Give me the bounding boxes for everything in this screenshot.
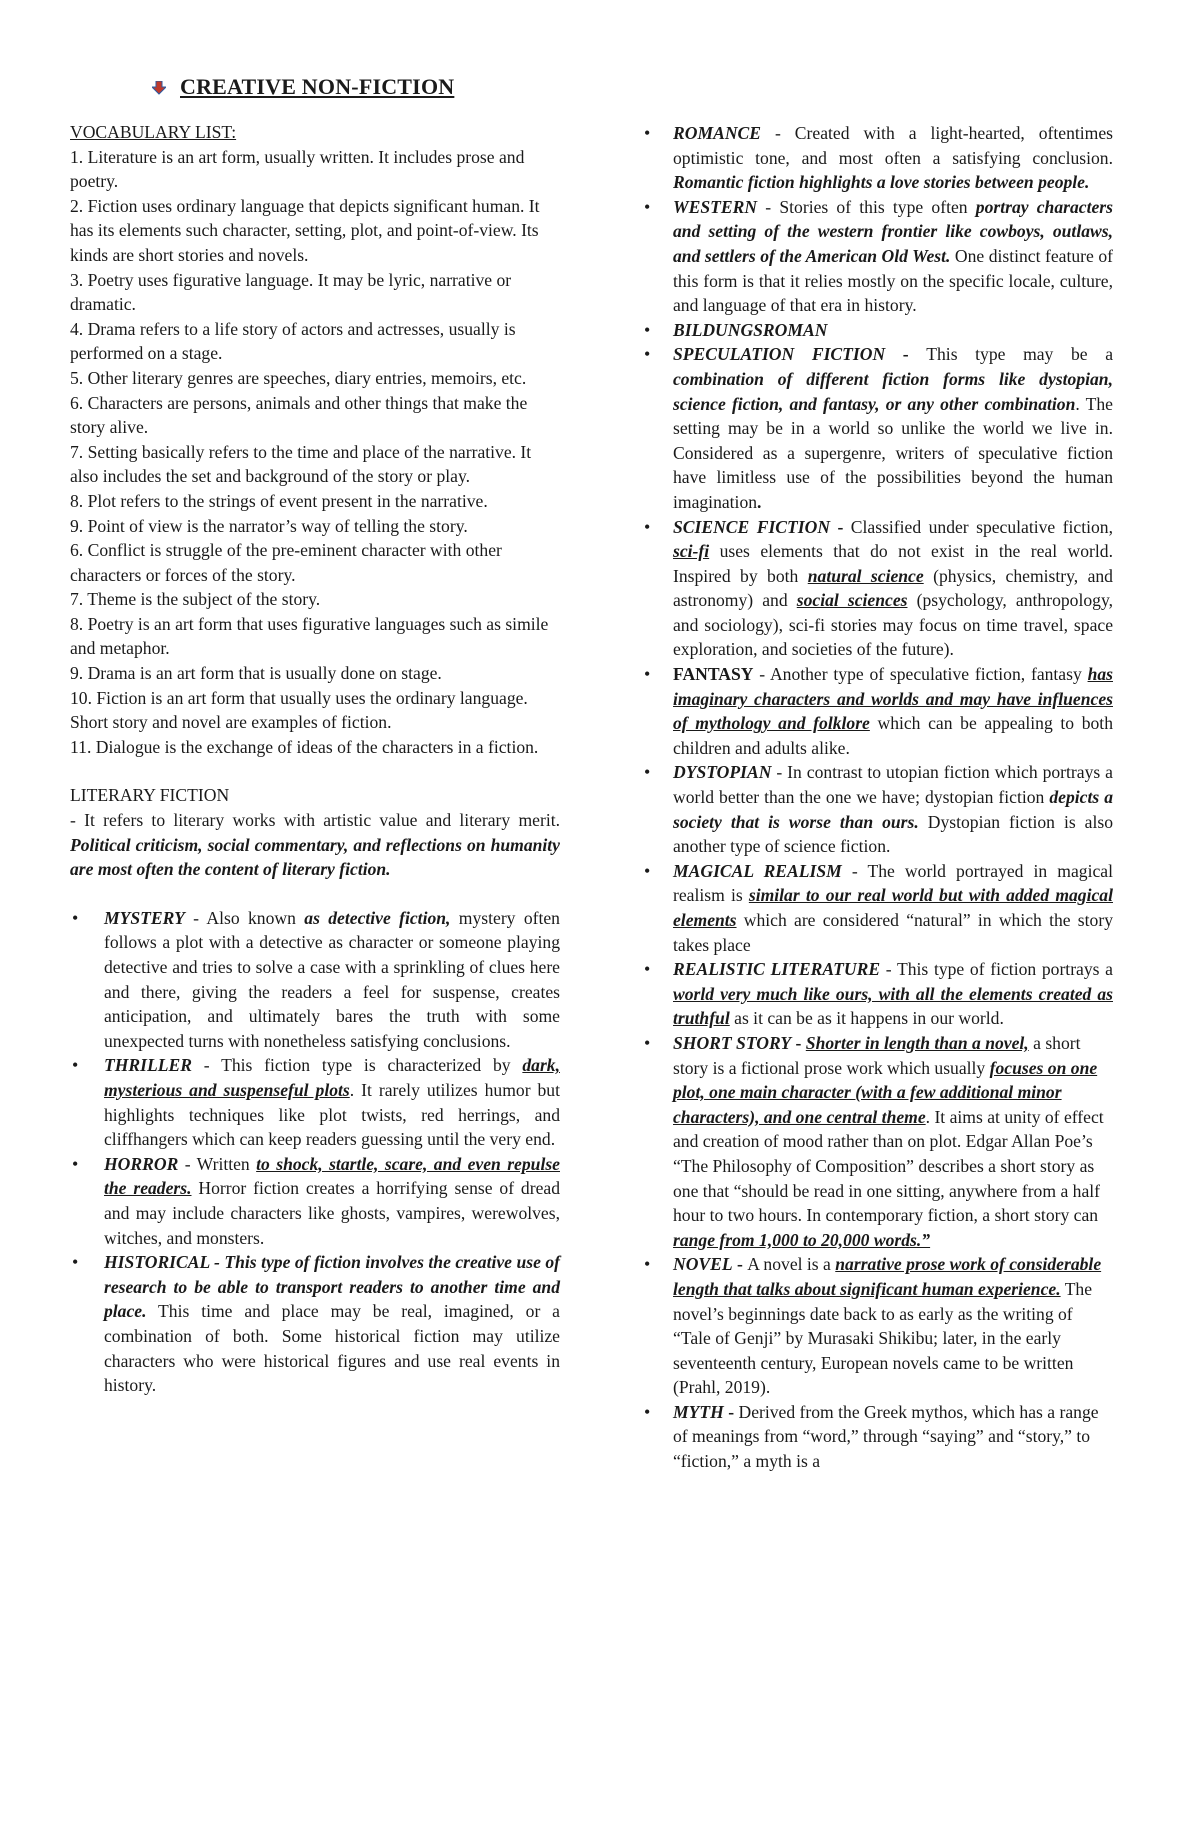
list-item-historical bbox=[70, 1250, 560, 1398]
genre-western-b1: portray characters and setting of the western frontier like cowboys, outlaws, and settlers of the American Old West. bbox=[673, 196, 1113, 266]
vocabulary-item: 8. Poetry is an art form that uses figurative languages such as simile and metaphor. bbox=[70, 613, 549, 659]
genre-thriller-term: THRILLER bbox=[104, 1055, 192, 1076]
list-item-romance bbox=[640, 121, 1113, 195]
genre-thriller-t2: . It rarely utilizes humor but highlights techniques like plot twists, red herrings, and cliffhangers which can keep readers guessing until the very end. bbox=[104, 1079, 560, 1150]
vocabulary-item: 10. Fiction is an art form that usually uses the ordinary language. Short story and novel are examples of fiction. bbox=[70, 687, 528, 733]
genre-myth-t1: Derived from the Greek mythos, which has a range of meanings from “word,” through “saying” and “story,” to “fiction,” a myth is a bbox=[673, 1401, 1099, 1472]
vocabulary-item: 6. Characters are persons, animals and other things that make the story alive. bbox=[70, 392, 528, 438]
genre-science-u1: sci-fi bbox=[673, 541, 710, 562]
list-item-horror bbox=[70, 1152, 560, 1250]
genre-short-story-u2: focuses on one plot, one main character (with a few additional minor characters), and one central theme bbox=[673, 1057, 1098, 1127]
genre-list-left bbox=[70, 906, 560, 1398]
vocabulary-item: 4. Drama refers to a life story of actors and actresses, usually is performed on a stage. bbox=[70, 318, 516, 364]
genre-short-story-t2: . It aims at unity of effect and creation of mood rather than on plot. Edgar Allan Poe’s “The Philosophy of Composition” describes a short story as one that “should be read in one sitting, anywhere from a half hour to two hours. In contemporary fiction, a short story can bbox=[673, 1106, 1104, 1226]
genre-myth-term: MYTH bbox=[673, 1401, 724, 1422]
genre-dystopian-t2: Dystopian fiction is also another type of science fiction. bbox=[673, 811, 1114, 857]
genre-speculation-term: SPECULATION FICTION bbox=[673, 344, 886, 365]
genre-romance-t1: - Created with a light-hearted, oftentimes optimistic tone, and most often a satisfying conclusion. bbox=[673, 123, 1113, 168]
genre-realistic-u1: world very much like ours, with all the elements created as truthful bbox=[673, 983, 1113, 1029]
list-item-dystopian bbox=[640, 760, 1113, 858]
list-item-thriller bbox=[70, 1053, 560, 1151]
genre-speculation-t3: . bbox=[757, 491, 762, 512]
vocabulary-heading: VOCABULARY LIST: bbox=[70, 122, 237, 142]
genre-realistic-term: REALISTIC LITERATURE bbox=[673, 959, 881, 980]
vocabulary-item: 7. Theme is the subject of the story. bbox=[70, 589, 321, 610]
genre-bildungsroman-term: BILDUNGSROMAN bbox=[673, 319, 828, 340]
genre-realistic-t2: as it can be as it happens in our world. bbox=[729, 1008, 1004, 1029]
genre-science-t2: uses elements that do not exist in the real world. Inspired by both bbox=[673, 541, 1113, 586]
genre-science-t3: (physics, chemistry, and astronomy) and bbox=[673, 565, 1113, 611]
genre-short-story-d1: - bbox=[791, 1032, 806, 1053]
genre-short-story-u1: Shorter in length than a novel, bbox=[805, 1032, 1029, 1053]
vocabulary-item: 5. Other literary genres are speeches, diary entries, memoirs, etc. bbox=[70, 367, 527, 388]
genre-science-d1: - bbox=[830, 516, 851, 537]
genre-science-u2: natural science bbox=[807, 565, 924, 586]
genre-novel-u1: narrative prose work of considerable length that talks about significant human experience. bbox=[673, 1254, 1102, 1299]
genre-speculation-t2: . The setting may be in a world so unlike the world we live in. Considered as a supergenre, writers of speculative fiction have limitless use of the possibilities beyond the human imagination bbox=[673, 393, 1113, 512]
genre-mystery-b1: as detective fiction, bbox=[304, 907, 451, 928]
genre-western-t2: One distinct feature of this form is that it relies mostly on the specific locale, culture, and language of that era in history. bbox=[673, 245, 1113, 316]
genre-science-t4: (psychology, anthropology, and sociology), sci-fi stories may focus on time travel, space exploration, and societies of the future). bbox=[673, 590, 1113, 660]
genre-horror-term: HORROR bbox=[104, 1153, 179, 1174]
genre-western-term: WESTERN bbox=[673, 196, 758, 217]
list-item-speculation bbox=[640, 342, 1113, 514]
genre-short-story-u3: range from 1,000 to 20,000 words.” bbox=[673, 1229, 931, 1250]
genre-speculation-t1: This type may be a bbox=[926, 344, 1114, 365]
vocabulary-item: 8. Plot refers to the strings of event present in the narrative. bbox=[70, 490, 488, 511]
genre-science-u3: social sciences bbox=[796, 590, 908, 611]
genre-novel-t1: A novel is a bbox=[747, 1254, 836, 1275]
left-column bbox=[70, 120, 560, 1398]
page-title-text: CREATIVE NON-FICTION bbox=[180, 74, 455, 99]
genre-speculation-b1: combination of different fiction forms like dystopian, science fiction, and fantasy, or any other combination bbox=[673, 368, 1113, 414]
genre-magical-u1: similar to our real world but with added magical elements bbox=[673, 885, 1113, 930]
vocabulary-item: 2. Fiction uses ordinary language that depicts significant human. It has its elements such character, setting, plot, and point-of-view. Its kinds are short stories and novels. bbox=[70, 195, 540, 265]
vocabulary-item: 1. Literature is an art form, usually written. It includes prose and poetry. bbox=[70, 146, 525, 192]
genre-short-story-t1: a short story is a fictional prose work which usually bbox=[673, 1032, 1081, 1078]
genre-novel-term: NOVEL bbox=[673, 1254, 733, 1275]
literary-fiction-heading: LITERARY FICTION bbox=[70, 785, 230, 806]
list-item-science bbox=[640, 515, 1113, 663]
arrow-down-icon bbox=[152, 81, 166, 95]
vocabulary-item: 3. Poetry uses figurative language. It may be lyric, narrative or dramatic. bbox=[70, 269, 512, 315]
genre-speculation-d1: - bbox=[885, 344, 927, 365]
genre-magical-t1: - The world portrayed in magical realism is bbox=[673, 860, 1113, 906]
literary-fiction-intro bbox=[70, 808, 560, 882]
list-item-bildungsroman bbox=[640, 318, 1113, 343]
genre-magical-term: MAGICAL REALISM bbox=[673, 860, 842, 881]
genre-western-t1: - Stories of this type often bbox=[757, 196, 976, 217]
list-item-realistic bbox=[640, 957, 1113, 1031]
vocabulary-item: 11. Dialogue is the exchange of ideas of the characters in a fiction. bbox=[70, 736, 539, 757]
genre-historical-term: HISTORICAL bbox=[104, 1252, 210, 1273]
genre-magical-t2: which are considered “natural” in which the story takes place bbox=[673, 910, 1113, 955]
genre-science-term: SCIENCE FICTION bbox=[673, 516, 831, 537]
genre-mystery-t1: - Also known bbox=[184, 907, 305, 928]
vocabulary-item: 9. Point of view is the narrator’s way of telling the story. bbox=[70, 515, 468, 536]
genre-realistic-t1: - This type of fiction portrays a bbox=[880, 959, 1113, 980]
list-item-myth bbox=[640, 1400, 1113, 1474]
genre-dystopian-t1: - In contrast to utopian fiction which portrays a world better than the one we have; dystopian fiction bbox=[673, 762, 1113, 808]
vocabulary-item: 7. Setting basically refers to the time and place of the narrative. It also includes the set and background of the story or play. bbox=[70, 441, 532, 487]
genre-dystopian-term: DYSTOPIAN bbox=[673, 762, 772, 783]
list-item-short-story bbox=[640, 1031, 1113, 1252]
vocabulary-item: 6. Conflict is struggle of the pre-eminent character with other characters or forces of the story. bbox=[70, 540, 502, 585]
genre-thriller-t1: - This fiction type is characterized by bbox=[191, 1055, 523, 1076]
genre-novel-d1: - bbox=[732, 1254, 748, 1275]
genre-horror-b1: to shock, startle, scare, and even repulse the readers. bbox=[104, 1153, 560, 1199]
genre-historical-t2: This time and place may be real, imagined, or a combination of both. Some historical fiction may utilize characters who were historical figures and use real events in history. bbox=[104, 1301, 560, 1396]
literary-intro-bold: Political criticism, social commentary, and reflections on humanity are most often the content of literary fiction. bbox=[70, 834, 560, 880]
genre-mystery-t2: mystery often follows a plot with a detective as character or someone playing detective and tries to solve a case with a sprinkling of clues here and there, giving the readers a feel for suspense, creates anticipation, and ultimately bares the truth with some unexpected turns with nonetheless satisfying conclusions. bbox=[104, 907, 560, 1051]
genre-horror-t2: Horror fiction creates a horrifying sense of dread and may include characters like ghosts, vampires, werewolves, witches, and monsters. bbox=[104, 1178, 560, 1248]
literary-intro-text: - It refers to literary works with artistic value and literary merit. bbox=[70, 810, 560, 831]
genre-fantasy-t1: - Another type of speculative fiction, fantasy bbox=[753, 664, 1088, 685]
genre-romance-term: ROMANCE bbox=[673, 123, 761, 143]
genre-novel-t2: The novel’s beginnings date back to as early as the writing of “Tale of Genji” by Murasaki Shikibu; later, in the early seventeenth century, European novels came to be written (Prahl, 2019). bbox=[673, 1278, 1093, 1398]
list-item-western bbox=[640, 195, 1113, 318]
genre-science-t1: Classified under speculative fiction, bbox=[850, 516, 1114, 537]
genre-dystopian-b1: depicts a society that is worse than ours. bbox=[673, 787, 1114, 832]
genre-myth-d1: - bbox=[723, 1401, 739, 1422]
genre-fantasy-u1: has imaginary characters and worlds and may have influences of mythology and folklore bbox=[673, 664, 1113, 734]
genre-thriller-b1: dark, mysterious and suspenseful plots bbox=[104, 1055, 560, 1100]
genre-fantasy-t2: which can be appealing to both children and adults alike. bbox=[673, 713, 1113, 758]
genre-horror-t1: - Written bbox=[178, 1153, 257, 1174]
list-item-fantasy bbox=[640, 662, 1113, 760]
vocabulary-list bbox=[70, 145, 560, 760]
vocabulary-item: 9. Drama is an art form that is usually done on stage. bbox=[70, 663, 442, 684]
genre-short-story-term: SHORT STORY bbox=[673, 1032, 792, 1053]
list-item-novel bbox=[640, 1252, 1113, 1400]
genre-mystery-term: MYSTERY bbox=[104, 907, 185, 928]
genre-historical-b1: - This type of fiction involves the creative use of research to be able to transport readers to another time and place. bbox=[104, 1252, 560, 1322]
right-column bbox=[640, 121, 1113, 1474]
list-item-magical-realism bbox=[640, 859, 1113, 957]
page-title bbox=[152, 74, 454, 100]
genre-romance-b1: Romantic fiction highlights a love stories between people. bbox=[673, 172, 1090, 193]
genre-list-right bbox=[640, 121, 1113, 1474]
genre-fantasy-term: FANTASY bbox=[673, 664, 754, 685]
list-item-mystery bbox=[70, 906, 560, 1054]
